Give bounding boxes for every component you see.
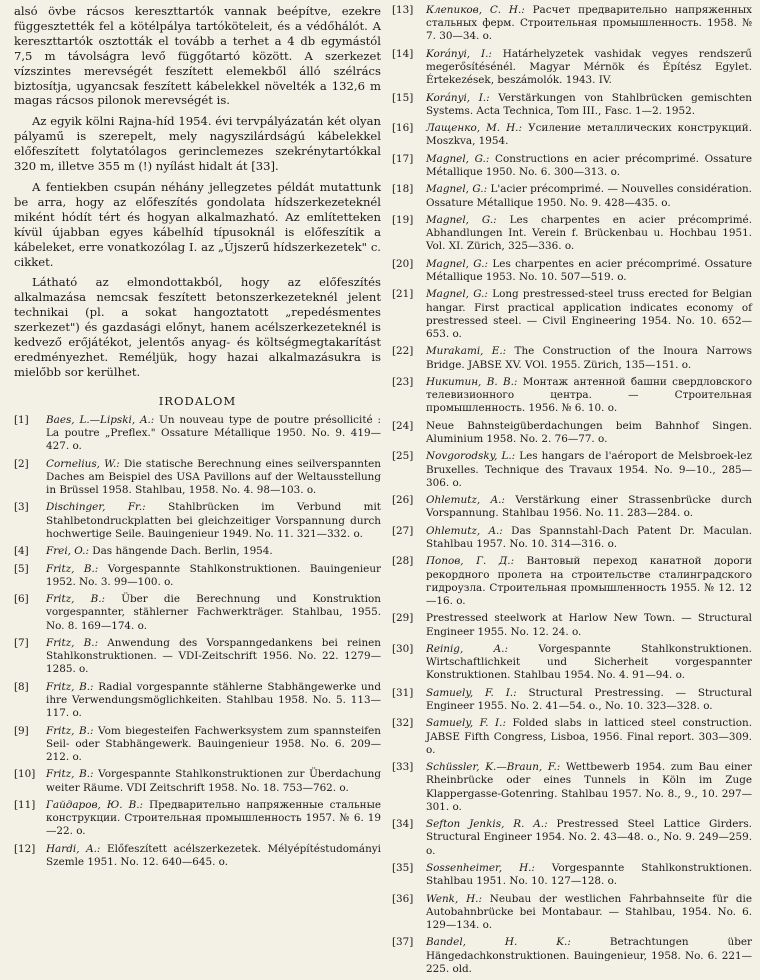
reference-text: Radial vorgespannte stählerne Stabhängewerke und ihre Verwendungsmöglichkeiten. Stahlbau 1958. No. 5. 113—117. o. xyxy=(46,680,381,720)
reference-author: Fritz, B.: xyxy=(46,562,99,575)
reference-number: [36] xyxy=(392,892,414,905)
reference-number: [26] xyxy=(392,494,414,507)
reference-number: [4] xyxy=(14,545,29,558)
reference-text: Вантовый переход канатной дороги рекордного пролета на строительстве сталинградского гидроузла. Строительная промышленность 1955. № 12. 12—16. o. xyxy=(426,555,753,607)
reference-author: Попов, Г. Д.: xyxy=(426,555,515,568)
reference-text: Das hängende Dach. Berlin, 1954. xyxy=(92,545,273,558)
reference-item xyxy=(392,288,752,341)
reference-number: [33] xyxy=(392,761,414,774)
reference-number: [10] xyxy=(14,768,36,781)
reference-number: [2] xyxy=(14,457,29,470)
reference-author: Клепиков, С. Н.: xyxy=(426,4,525,16)
reference-text: Neubau der westlichen Fahrbahnseite für die Autobahnbrücke bei Montabaur. — Stahlbau, 1954. No. 6. 129—134. o. xyxy=(426,892,752,931)
reference-text: Vorgespannte Stahlkonstruktionen zur Überdachung weiter Räume. VDI Zeitschrift 1958. No. 18. 753—762. o. xyxy=(46,768,381,794)
reference-number: [29] xyxy=(392,612,414,625)
reference-text: Vorgespannte Stahlkonstruktionen. Wirtschaftlichkeit und Sicherheit vorgespannter Konstruktionen. Stahlbau 1954. No. 4. 91—94. o. xyxy=(426,642,752,682)
reference-item xyxy=(392,936,752,976)
reference-item xyxy=(392,48,752,88)
reference-author: Никитин, В. В.: xyxy=(426,375,518,388)
reference-text: Prestressed steelwork at Harlow New Town. — Structural Engineer 1955. No. 12. 24. o. xyxy=(426,612,752,638)
reference-author: Magnel, G.: xyxy=(426,183,488,196)
reference-author: Cornelius, W.: xyxy=(46,457,120,470)
reference-text: Предварительно напряженные стальные конструкции. Строительная промышленность 1957. № 6. 19—22. o. xyxy=(46,798,381,838)
reference-text: Wettbewerb 1954. zum Bau einer Rheinbrücke oder eines Tunnels in Köln im Zuge Klappergasse-Gotenring. Stahlbau 1957. No. 8., 9., 10. 297—301. o. xyxy=(426,761,752,813)
reference-item xyxy=(392,420,752,446)
reference-text: Un nouveau type de poutre présollicité : La poutre „Preflex." Ossature Métallique 1950. No. 9. 419—427. o. xyxy=(46,413,381,453)
reference-item xyxy=(392,122,752,148)
references-heading: IRODALOM xyxy=(158,393,237,408)
reference-author: Fritz, B.: xyxy=(46,724,94,737)
reference-number: [16] xyxy=(392,122,414,135)
reference-text: Prestressed Steel Lattice Girders. Structural Engineer 1954. No. 2. 43—48. o., No. 9. 249—259. o. xyxy=(426,818,752,857)
reference-number: [5] xyxy=(14,562,29,575)
reference-author: Korányi, I.: xyxy=(426,47,492,60)
reference-item xyxy=(392,612,752,638)
reference-author: Wenk, H.: xyxy=(426,892,482,905)
reference-item xyxy=(14,637,381,677)
reference-item xyxy=(14,501,381,541)
reference-text: Előfeszített acélszerkezetek. Mélyépítéstudományi Szemle 1951. No. 12. 640—645. o. xyxy=(46,842,381,868)
reference-item xyxy=(14,681,381,721)
reference-item xyxy=(14,414,381,454)
reference-author: Magnel, G.: xyxy=(426,288,488,301)
reference-author: Hardi, A.: xyxy=(46,842,101,855)
reference-author: Ohlemutz, A.: xyxy=(426,524,503,537)
reference-item xyxy=(14,799,381,839)
reference-author: Bandel, H. K.: xyxy=(426,936,571,949)
reference-author: Fritz, B.: xyxy=(46,593,106,606)
reference-text: Long prestressed-steel truss erected for Belgian hangar. First practical application indicates economy of prestressed steel. — Civil Engineering 1954. No. 10. 652—653. o. xyxy=(426,288,752,340)
reference-text: Das Spannstahl-Dach Patent Dr. Maculan. Stahlbau 1957. No. 10. 314—316. o. xyxy=(426,524,752,550)
reference-text: Stahlbrücken im Verbund mit Stahlbetondruckplatten bei gleichzeitiger Vorspannung durch hochwertige Seile. Bauingenieur 1949. No. 11. 321—332. o. xyxy=(46,501,381,540)
reference-author: Frei, O.: xyxy=(46,545,89,558)
reference-text: Határhelyzetek vashidak vegyes rendszerű megerősítésénél. Magyar Mérnök és Építész Egylet. Értekezések, beszámolók. 1943. IV. xyxy=(426,47,752,87)
reference-item xyxy=(392,376,752,416)
reference-number: [32] xyxy=(392,717,414,730)
reference-number: [22] xyxy=(392,345,414,358)
reference-item xyxy=(392,450,752,490)
reference-item xyxy=(14,563,381,589)
reference-author: Fritz, B.: xyxy=(46,636,99,649)
reference-text: Les charpentes en acier précomprimé. Abhandlungen Int. Verein f. Brückenbau u. Hochbau 1951. Vol. XI. Zürich, 325—336. o. xyxy=(426,213,752,253)
reference-author: Schüssler, K.—Braun, F.: xyxy=(426,761,561,774)
reference-item xyxy=(392,862,752,888)
reference-item xyxy=(392,4,752,44)
reference-text: Les charpentes en acier précomprimé. Ossature Métallique 1953. No. 10. 507—519. o. xyxy=(426,257,752,283)
reference-author: Sefton Jenkis, R. A.: xyxy=(426,818,548,831)
reference-text: Structural Prestressing. — Structural Engineer 1955. No. 2. 41—54. o., No. 10. 323—328. o. xyxy=(426,686,752,712)
reference-item xyxy=(392,643,752,683)
reference-text: Die statische Berechnung eines seilverspannten Daches am Beispiel des USA Pavillons auf der Weltausstellung in Brüssel 1958. Stahlbau, 1958. No. 4. 98—103. o. xyxy=(46,457,381,496)
reference-text: Folded slabs in latticed steel construction. JABSE Fifth Congress, Lisboa, 1956. Final report. 303—309. o. xyxy=(426,717,752,756)
reference-text: Vorgespannte Stahlkonstruktionen. Stahlbau 1951. No. 10. 127—128. o. xyxy=(426,861,752,888)
reference-number: [3] xyxy=(14,501,29,514)
left-column xyxy=(14,4,381,873)
reference-author: Samuely, F. I.: xyxy=(426,686,517,699)
reference-number: [24] xyxy=(392,419,414,432)
reference-text: L'acier précomprimé. — Nouvelles considération. Ossature Métallique 1950. No. 9. 428—435. o. xyxy=(426,183,752,209)
reference-number: [17] xyxy=(392,152,414,165)
reference-text: Über die Berechnung und Konstruktion vorgespannter, stählerner Fachwerkträger. Stahlbau, 1955. No. 8. 169—174. o. xyxy=(46,593,381,632)
body-paragraph: Az egyik kölni Rajna-híd 1954. évi tervpályázatán két olyan pályamű is szerepelt, mely nagyszilárdságú kábelekkel előfeszített folytatólagos gerinclemezes szekrénytartókkal 320 m, illetve 355 m (!) nyílást hidalt át [33]. xyxy=(14,114,381,174)
reference-item xyxy=(392,717,752,757)
reference-item xyxy=(392,345,752,371)
reference-number: [1] xyxy=(14,413,29,426)
reference-number: [18] xyxy=(392,183,414,196)
reference-number: [11] xyxy=(14,798,36,811)
reference-author: Dischinger, Fr.: xyxy=(46,501,146,514)
reference-author: Korányi, I.: xyxy=(426,91,490,104)
reference-number: [28] xyxy=(392,555,414,568)
reference-item xyxy=(14,458,381,498)
reference-number: [37] xyxy=(392,936,414,949)
reference-item xyxy=(392,92,752,118)
reference-author: Reinig, A.: xyxy=(426,642,508,655)
reference-number: [35] xyxy=(392,861,414,874)
reference-item xyxy=(392,555,752,608)
reference-number: [27] xyxy=(392,524,414,537)
reference-author: Magnel, G.: xyxy=(426,152,490,165)
reference-author: Magnel, G.: xyxy=(426,213,497,226)
reference-item xyxy=(14,843,381,869)
reference-author: Ohlemutz, A.: xyxy=(426,494,505,507)
reference-number: [6] xyxy=(14,593,29,606)
reference-number: [7] xyxy=(14,636,29,649)
body-paragraph: Látható az elmondottakból, hogy az előfeszítés alkalmazása nemcsak feszített betonszerkezeteknél jelent technikai (pl. a sokat hangoztatott „repedésmentes szerkezet") és gazdasági előnyt, hanem acélszerkezeteknél is kedvező erőjátékot, jelentős anyag- és költségmegtakarítást eredményezhet. Reméljük, hogy hazai alkalmazásukra is mielőbb sor kerülhet. xyxy=(14,275,381,379)
reference-text: Vom biegesteifen Fachwerksystem zum spannsteifen Seil- oder Stabhängewerk. Bauingenieur 1958. No. 6. 209—212. o. xyxy=(46,724,381,763)
reference-number: [15] xyxy=(392,91,414,104)
reference-number: [19] xyxy=(392,213,414,226)
reference-item xyxy=(392,214,752,254)
body-paragraph: alsó övbe rácsos kereszttartók vannak beépítve, ezekre függesztették fel a kötélpálya tartóköteleit, és a védőhálót. A kereszttartók osztották el tovább a terhet a 4 db egymástól 7,5 m távolságra levő függőtartó között. A szerkezet vízszintes merevségét feszített elemekből álló szélrács biztosítja, ugyancsak feszített kábelekkel növelték a 132,6 m magas rácsos pilonok merevségét is. xyxy=(14,4,381,108)
reference-author: Sossenheimer, H.: xyxy=(426,861,535,874)
reference-item xyxy=(14,593,381,633)
reference-text: Neue Bahnsteigüberdachungen beim Bahnhof Singen. Aluminium 1958. No. 2. 76—77. o. xyxy=(426,419,752,445)
reference-number: [9] xyxy=(14,724,29,737)
reference-author: Murakami, E.: xyxy=(426,345,507,358)
reference-number: [31] xyxy=(392,686,414,699)
reference-item xyxy=(392,893,752,933)
reference-number: [21] xyxy=(392,288,414,301)
reference-text: Vorgespannte Stahlkonstruktionen. Bauingenieur 1952. No. 3. 99—100. o. xyxy=(46,562,381,588)
reference-author: Novgorodsky, L.: xyxy=(426,450,516,463)
reference-text: Verstärkung einer Strassenbrücke durch Vorspannung. Stahlbau 1956. No. 11. 283—284. o. xyxy=(426,494,752,520)
reference-author: Fritz, B.: xyxy=(46,680,94,693)
references-list-left xyxy=(14,414,381,869)
reference-author: Лащенко, М. Н.: xyxy=(426,122,522,135)
reference-item xyxy=(14,725,381,765)
reference-item xyxy=(392,525,752,551)
reference-author: Magnel, G.: xyxy=(426,257,489,270)
reference-number: [20] xyxy=(392,257,414,270)
reference-number: [25] xyxy=(392,450,414,463)
reference-item xyxy=(392,183,752,209)
reference-text: Betrachtungen über Hängedachkonstruktionen. Bauingenieur, 1958. No. 6. 221—225. old. xyxy=(426,936,752,975)
reference-number: [34] xyxy=(392,818,414,831)
reference-author: Fritz, B.: xyxy=(46,768,94,781)
reference-item xyxy=(392,494,752,520)
reference-item xyxy=(392,153,752,179)
reference-text: The Construction of the Inoura Narrows Bridge. JABSE XV. VOl. 1955. Zürich, 135—151. o. xyxy=(426,345,753,371)
reference-number: [12] xyxy=(14,842,36,855)
reference-text: Les hangars de l'aéroport de Melsbroek-lez Bruxelles. Technique des Travaux 1954. No. 9—10., 285—306. o. xyxy=(426,450,752,489)
reference-item xyxy=(392,761,752,814)
reference-number: [14] xyxy=(392,47,414,60)
body-paragraph: A fentiekben csupán néhány jellegzetes példát mutattunk be arra, hogy az előfeszítés gondolata hídszerkezeteknél miként hódít tért és hogyan alkalmazható. Az említetteken kívül újabban egyes kábelhíd típusoknál is előfeszítik a kábeleket, erre vonatkozólag I. az „Újszerű hídszerkezetek" c. cikket. xyxy=(14,179,381,269)
reference-item xyxy=(392,818,752,858)
reference-number: [8] xyxy=(14,680,29,693)
reference-text: Усиление металлических конструкций. Moszkva, 1954. xyxy=(426,122,752,148)
reference-text: Anwendung des Vorspanngedankens bei reinen Stahlkonstruktionen. — VDI-Zeitschrift 1956. No. 22. 1279—1285. o. xyxy=(46,636,381,676)
reference-item xyxy=(14,768,381,794)
reference-text: Монтаж антенной башни свердловского телевизионного центра. — Строительная промышленность. 1956. № 6. 10. o. xyxy=(426,375,752,415)
reference-item xyxy=(392,687,752,713)
references-list-right xyxy=(392,4,752,976)
reference-number: [30] xyxy=(392,642,414,655)
reference-number: [23] xyxy=(392,375,414,388)
reference-author: Baes, L.—Lipski, A.: xyxy=(46,413,155,426)
reference-text: Расчет предварительно напряженных стальных ферм. Строительная промышленность. 1958. № 7. 30—34. o. xyxy=(426,4,752,43)
reference-number: [13] xyxy=(392,4,414,16)
reference-item xyxy=(14,545,381,558)
reference-text: Verstärkungen von Stahlbrücken gemischten Systems. Acta Technica, Tom III., Fasc. 1—2. 1952. xyxy=(426,91,752,117)
reference-item xyxy=(392,258,752,284)
reference-text: Constructions en acier précomprimé. Ossature Métallique 1950. No. 6. 300—313. o. xyxy=(426,152,752,178)
reference-author: Samuely, F. I.: xyxy=(426,717,506,730)
reference-author: Гайдаров, Ю. В.: xyxy=(46,798,144,811)
right-column xyxy=(392,4,752,980)
